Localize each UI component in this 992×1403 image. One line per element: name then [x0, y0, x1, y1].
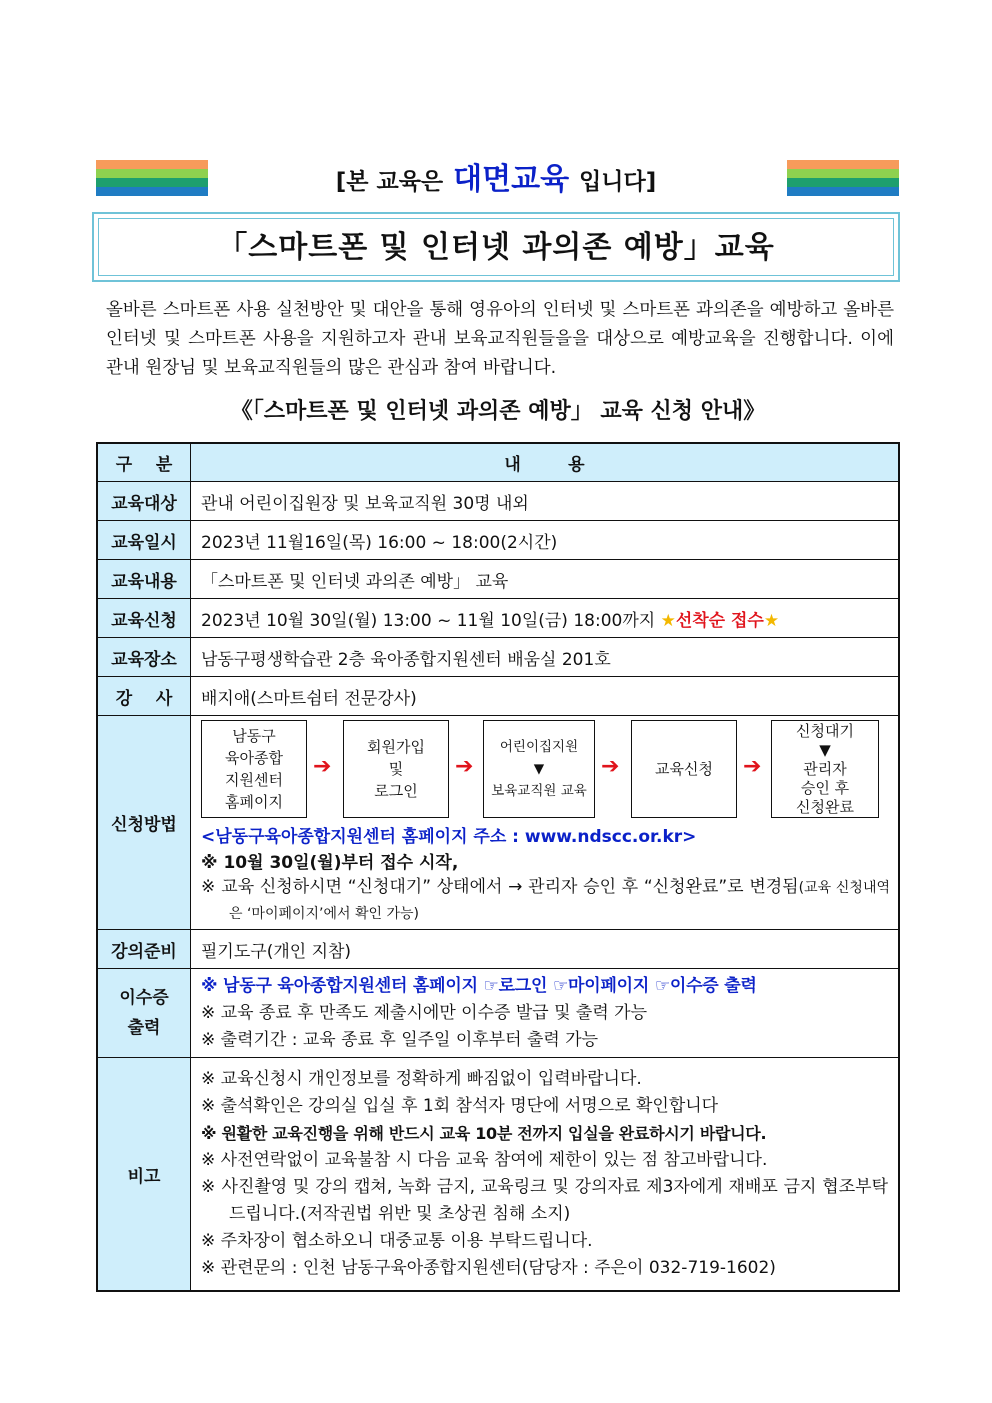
- remark-item: ※ 사진촬영 및 강의 캡쳐, 녹화 금지, 교육링크 및 강의자료 제3자에게 재배포 금지 협조부탁드립니다.(저작권법 위반 및 초상권 침해 소지): [201, 1177, 888, 1224]
- flow-step-signup: 회원가입 및 로그인: [343, 720, 449, 818]
- remark-item: ※ 사전연락없이 교육불참 시 다음 교육 참여에 제한이 있는 점 참고바랍니다.: [201, 1150, 768, 1170]
- flow-step-apply: 교육신청: [631, 720, 737, 818]
- row-value-place: 남동구평생학습관 2층 육아종합지원센터 배움실 201호: [191, 638, 900, 677]
- row-value-content: 「스마트폰 및 인터넷 과의존 예방」 교육: [191, 560, 900, 599]
- title-box: [92, 212, 900, 282]
- table-header-row: [97, 443, 899, 482]
- method-note-start: ※ 10월 30일(월)부터 접수 시작,: [201, 853, 459, 873]
- row-label-place: 교육장소: [97, 638, 191, 677]
- row-label-lecturer: 강 사: [97, 677, 191, 716]
- flow-step-approval: 신청대기 ▼ 관리자 승인 후 신청완료: [771, 720, 879, 818]
- arrow-right-icon: ➔: [313, 754, 332, 779]
- row-label-remarks: 비고: [97, 1058, 191, 1292]
- banner-prefix: [본 교육은: [335, 169, 444, 195]
- header-content: 내 용: [191, 443, 900, 482]
- row-value-method: [191, 716, 900, 930]
- star-icon: ★: [660, 610, 676, 631]
- row-label-method: 신청방법: [97, 716, 191, 930]
- table-row: [97, 1058, 899, 1292]
- row-label-certificate: 이수증 출력: [97, 969, 191, 1058]
- table-row: [97, 599, 899, 638]
- first-come-badge: 선착순 접수: [675, 610, 764, 631]
- row-value-remarks: [191, 1058, 900, 1292]
- decorative-stripe-left: [96, 160, 208, 196]
- certificate-steps: ※ 남동구 육아종합지원센터 홈페이지 ☞로그인 ☞마이페이지 ☞이수증 출력: [201, 975, 757, 996]
- row-label-date: 교육일시: [97, 521, 191, 560]
- remark-item: ※ 주차장이 협소하오니 대중교통 이용 부탁드립니다.: [201, 1231, 593, 1251]
- arrow-right-icon: ➔: [601, 754, 620, 779]
- certificate-condition: ※ 교육 종료 후 만족도 제출시에만 이수증 발급 및 출력 가능: [201, 1002, 647, 1023]
- row-value-prep: 필기도구(개인 지참): [191, 930, 900, 969]
- row-label-prep: 강의준비: [97, 930, 191, 969]
- table-row: [97, 677, 899, 716]
- intro-paragraph: 올바른 스마트폰 사용 실천방안 및 대안을 통해 영유아의 인터넷 및 스마트폰 과의존을 예방하고 올바른 인터넷 및 스마트폰 사용을 지원하고자 관내 보육교직원들을을 대상으로 예방교육을 진행합니다. 이에 관내 원장님 및 보육교직원들의 많은 관심과 참여 바랍니다.: [106, 300, 894, 378]
- table-row: [97, 521, 899, 560]
- remark-item: ※ 출석확인은 강의실 입실 후 1회 참석자 명단에 서명으로 확인합니다: [201, 1096, 719, 1116]
- flow-step-homepage: 남동구 육아종합 지원센터 홈페이지: [201, 720, 307, 818]
- row-label-apply: 교육신청: [97, 599, 191, 638]
- row-value-date: 2023년 11월16일(목) 16:00 ~ 18:00(2시간): [191, 521, 900, 560]
- table-row: [97, 716, 899, 930]
- row-value-certificate: [191, 969, 900, 1058]
- certificate-period: ※ 출력기간 : 교육 종료 후 일주일 이후부터 출력 가능: [201, 1029, 599, 1050]
- banner-highlight: 대면교육: [453, 162, 570, 197]
- remark-item: ※ 원활한 교육진행을 위해 반드시 교육 10분 전까지 입실을 완료하시기 바랍니다.: [201, 1124, 767, 1143]
- arrow-right-icon: ➔: [743, 754, 762, 779]
- row-label-target: 교육대상: [97, 482, 191, 521]
- table-row: [97, 560, 899, 599]
- homepage-address: <남동구육아종합지원센터 홈페이지 주소 : www.ndscc.or.kr>: [201, 827, 697, 847]
- remark-item: ※ 관련문의 : 인천 남동구육아종합지원센터(담당자 : 주은이 032-719-1602): [201, 1258, 776, 1278]
- table-row: [97, 930, 899, 969]
- row-value-target: 관내 어린이집원장 및 보육교직원 30명 내외: [191, 482, 900, 521]
- arrow-right-icon: ➔: [455, 754, 474, 779]
- remark-item: ※ 교육신청시 개인정보를 정확하게 빠짐없이 입력바랍니다.: [201, 1069, 642, 1089]
- method-note-status: ※ 교육 신청하시면 “신청대기” 상태에서 → 관리자 승인 후 “신청완료”로 변경됨(교육 신청내역은 ‘마이페이지’에서 확인 가능): [201, 877, 890, 922]
- decorative-stripe-right: [787, 160, 899, 196]
- table-row: [97, 638, 899, 677]
- table-row: [97, 969, 899, 1058]
- page-title: 「스마트폰 및 인터넷 과의존 예방」교육: [98, 218, 894, 276]
- banner-suffix: 입니다]: [579, 169, 657, 195]
- info-table: [96, 442, 900, 1292]
- apply-period: 2023년 10월 30일(월) 13:00 ~ 11월 10일(금) 18:00까지: [201, 610, 656, 631]
- star-icon: ★: [763, 610, 780, 631]
- face-to-face-banner: [220, 160, 772, 200]
- row-value-lecturer: 배지애(스마트쉼터 전문강사): [191, 677, 900, 716]
- application-flow: [195, 716, 896, 820]
- application-guide-title: 《「스마트폰 및 인터넷 과의존 예방」 교육 신청 안내》: [230, 399, 766, 424]
- header-category: 구 분: [97, 443, 191, 482]
- row-label-content: 교육내용: [97, 560, 191, 599]
- table-row: [97, 482, 899, 521]
- row-value-apply: [191, 599, 900, 638]
- flow-step-education-menu: 어린이집지원 ▼ 보육교직원 교육: [483, 720, 595, 818]
